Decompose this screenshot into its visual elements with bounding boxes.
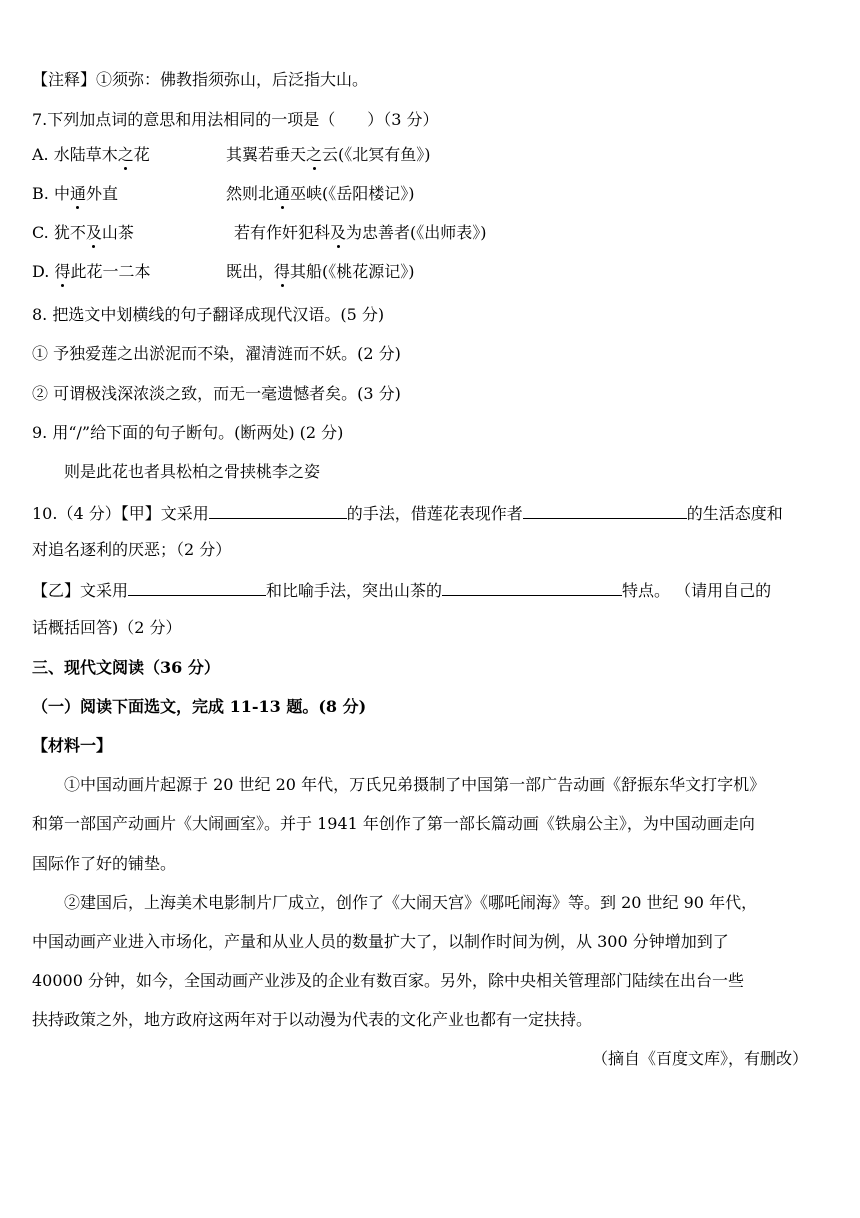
annotation-note: 【注释】①须弥：佛教指须弥山，后泛指大山。 bbox=[32, 70, 369, 89]
answer-blank[interactable] bbox=[209, 502, 347, 519]
text-span: C. bbox=[32, 223, 49, 242]
q8-stem: 8. 把选文中划横线的句子翻译成现代汉语。(5 分) bbox=[32, 305, 385, 324]
emphasis-dot: 及 bbox=[330, 223, 347, 242]
subsection-heading: （一）阅读下面选文，完成 11-13 题。(8 分) bbox=[32, 697, 367, 716]
source-citation: （摘自《百度文库》，有删改） bbox=[591, 1049, 808, 1068]
text-span: B. bbox=[32, 184, 49, 203]
text-span: 外直 bbox=[85, 184, 118, 203]
q7-option-b bbox=[32, 184, 415, 204]
text-span: 10.（4 分）【甲】文采用 bbox=[32, 504, 209, 523]
paragraph-2-line: ②建国后，上海美术电影制片厂成立，创作了《大闹天宫》《哪吒闹海》等。到 20 世纪 90 年代， bbox=[64, 893, 758, 912]
text-span: A. bbox=[32, 145, 49, 164]
text-span: 若有作奸犯科 bbox=[234, 223, 331, 242]
text-span: 云(《北冥有鱼》) bbox=[322, 145, 431, 164]
text-span: 和比喻手法，突出山茶的 bbox=[266, 581, 443, 600]
q10-line-3 bbox=[32, 579, 771, 601]
q7-option-d bbox=[32, 262, 415, 282]
text-span: 特点。 （请用自己的 bbox=[622, 581, 772, 600]
emphasis-dot: 通 bbox=[69, 184, 86, 203]
q8-sentence-2: ② 可谓极浅深浓淡之致，而无一毫遗憾者矣。(3 分) bbox=[32, 384, 401, 403]
text-span: 的手法，借莲花表现作者 bbox=[346, 504, 523, 523]
paragraph-1-line: ①中国动画片起源于 20 世纪 20 年代，万氏兄弟摄制了中国第一部广告动画《舒振东华文打字机》 bbox=[64, 775, 766, 794]
text-span: D. bbox=[32, 262, 50, 281]
text-span: 其船(《桃花源记》) bbox=[290, 262, 415, 281]
text-span: 犹不 bbox=[53, 223, 86, 242]
paragraph-1-line: 和第一部国产动画片《大闹画室》。并于 1941 年创作了第一部长篇动画《铁扇公主》，为中国动画走向 bbox=[32, 814, 755, 833]
answer-blank[interactable] bbox=[523, 502, 687, 519]
emphasis-dot: 得 bbox=[54, 262, 71, 281]
q9-stem: 9. 用“/”给下面的句子断句。(断两处) (2 分) bbox=[32, 423, 344, 442]
q7-stem: 7.下列加点词的意思和用法相同的一项是（ ）（3 分） bbox=[32, 110, 439, 129]
text-span: 【乙】文采用 bbox=[32, 581, 129, 600]
emphasis-dot: 得 bbox=[274, 262, 291, 281]
q10-line-4: 话概括回答)（2 分） bbox=[32, 618, 182, 637]
q10-line-2: 对追名逐利的厌恶；（2 分） bbox=[32, 540, 232, 559]
text-span: 山茶 bbox=[101, 223, 134, 242]
section-heading: 三、现代文阅读（36 分） bbox=[32, 658, 220, 677]
text-span: 然则北 bbox=[226, 184, 275, 203]
q7-option-c bbox=[32, 223, 487, 243]
emphasis-dot: 及 bbox=[85, 223, 102, 242]
text-span: 此花一二本 bbox=[70, 262, 151, 281]
material-label: 【材料一】 bbox=[32, 736, 113, 755]
text-span: 巫峡(《岳阳楼记》) bbox=[290, 184, 415, 203]
paragraph-2-line: 40000 分钟，如今，全国动画产业涉及的企业有数百家。另外，除中央相关管理部门陆续在出台一些 bbox=[32, 971, 744, 990]
paragraph-2-line: 扶持政策之外，地方政府这两年对于以动漫为代表的文化产业也都有一定扶持。 bbox=[32, 1010, 593, 1029]
emphasis-dot: 之 bbox=[306, 145, 323, 164]
emphasis-dot: 之 bbox=[117, 145, 134, 164]
emphasis-dot: 通 bbox=[274, 184, 291, 203]
q10-line-1 bbox=[32, 502, 783, 524]
text-span: 花 bbox=[133, 145, 150, 164]
text-span: 的生活态度和 bbox=[686, 504, 783, 523]
text-span: 水陆草木 bbox=[53, 145, 118, 164]
text-span: 其翼若垂天 bbox=[226, 145, 307, 164]
text-span: 中 bbox=[53, 184, 70, 203]
answer-blank[interactable] bbox=[442, 579, 622, 596]
paragraph-2-line: 中国动画产业进入市场化，产量和从业人员的数量扩大了，以制作时间为例，从 300 分钟增加到了 bbox=[32, 932, 729, 951]
q7-option-a bbox=[32, 145, 431, 165]
text-span: 为忠善者(《出师表》) bbox=[346, 223, 487, 242]
q9-sentence: 则是此花也者具松柏之骨挟桃李之姿 bbox=[64, 462, 321, 481]
answer-blank[interactable] bbox=[128, 579, 266, 596]
text-span: 既出， bbox=[226, 262, 275, 281]
q8-sentence-1: ① 予独爱莲之出淤泥而不染，濯清涟而不妖。(2 分) bbox=[32, 344, 401, 363]
paragraph-1-line: 国际作了好的铺垫。 bbox=[32, 854, 177, 873]
